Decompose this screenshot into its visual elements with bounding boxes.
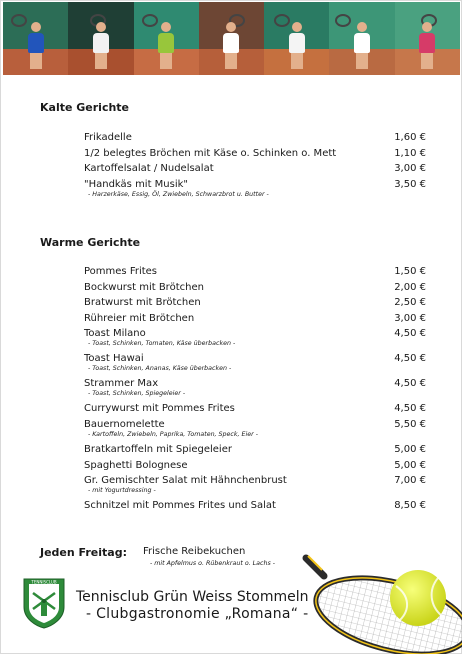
photo-banner bbox=[3, 2, 460, 75]
player-figure bbox=[222, 22, 240, 69]
racket-icon bbox=[142, 14, 158, 27]
menu-item-name: Bratwurst mit Brötchen bbox=[84, 297, 201, 309]
menu-item-price: 3,50 € bbox=[394, 178, 426, 190]
menu-item-price: 1,60 € bbox=[394, 132, 426, 143]
menu-item-name: Toast Hawai bbox=[84, 353, 144, 365]
menu-item-name: 1/2 belegtes Bröchen mit Käse o. Schinken o. Mett bbox=[84, 147, 337, 159]
player-figure bbox=[92, 22, 110, 69]
menu-item-name: Strammer Max bbox=[84, 378, 159, 390]
friday-description: - mit Apfelmus o. Rübenkraut o. Lachs - bbox=[150, 560, 276, 567]
menu-item-description: - Toast, Schinken, Spiegeleier - bbox=[88, 390, 186, 398]
racket-icon bbox=[11, 14, 27, 27]
menu-item-name: Bauernomelette bbox=[84, 419, 165, 430]
menu-item-name: "Handkäs mit Musik" bbox=[84, 178, 189, 190]
menu-item-price: 4,50 € bbox=[394, 403, 426, 415]
banner-photo bbox=[395, 2, 460, 75]
menu-item-name: Bratkartoffeln mit Spiegeleier bbox=[84, 444, 232, 455]
club-name: Tennisclub Grün Weiss Stommeln bbox=[76, 589, 309, 605]
menu-item-description: - Harzerkäse, Essig, Öl, Zwiebeln, Schwarzbrot u. Butter - bbox=[88, 190, 269, 198]
player-figure bbox=[418, 22, 436, 69]
player-figure bbox=[353, 22, 371, 69]
menu-item-price: 5,00 € bbox=[394, 459, 426, 471]
menu-item-price: 5,50 € bbox=[394, 419, 426, 430]
friday-item: Frische Reibekuchen bbox=[143, 546, 246, 557]
banner-photo bbox=[199, 2, 264, 75]
logo-text: TENNISCLUB bbox=[31, 579, 57, 585]
menu-item-price: 2,00 € bbox=[394, 281, 426, 293]
menu-item-price: 4,50 € bbox=[394, 353, 426, 365]
menu-item-description: - mit Yogurtdressing - bbox=[88, 487, 156, 495]
section-title-warme: Warme Gerichte bbox=[40, 236, 141, 249]
menu-item-price: 3,00 € bbox=[394, 312, 426, 324]
menu-item-description: - Toast, Schinken, Ananas, Käse überbacken - bbox=[88, 365, 232, 373]
menu-item-name: Gr. Gemischter Salat mit Hähnchenbrust bbox=[84, 475, 287, 487]
menu-item-price: 4,50 € bbox=[394, 378, 426, 390]
player-figure bbox=[157, 22, 175, 69]
club-subtitle: - Clubgastronomie „Romana“ - bbox=[86, 606, 309, 622]
banner-photo bbox=[3, 2, 68, 75]
menu-item-price: 2,50 € bbox=[394, 297, 426, 309]
menu-item-name: Toast Milano bbox=[84, 328, 146, 340]
menu-item-price: 8,50 € bbox=[394, 500, 426, 512]
section-title-kalte: Kalte Gerichte bbox=[40, 101, 130, 114]
player-figure bbox=[288, 22, 306, 69]
menu-item-price: 1,50 € bbox=[394, 266, 426, 277]
menu-item-name: Currywurst mit Pommes Frites bbox=[84, 403, 235, 415]
banner-photo bbox=[68, 2, 133, 75]
player-figure bbox=[27, 22, 45, 69]
menu-item-price: 1,10 € bbox=[394, 147, 426, 159]
menu-item-name: Pommes Frites bbox=[84, 266, 158, 277]
menu-item-price: 5,00 € bbox=[394, 444, 426, 455]
menu-item-name: Spaghetti Bolognese bbox=[84, 459, 188, 471]
menu-item-description: - Toast, Schinken, Tomaten, Käse überbacken - bbox=[88, 340, 236, 348]
menu-item-name: Kartoffelsalat / Nudelsalat bbox=[84, 163, 214, 175]
menu-item-price: 4,50 € bbox=[394, 328, 426, 340]
menu-item-price: 3,00 € bbox=[394, 163, 426, 175]
menu-item-name: Schnitzel mit Pommes Frites und Salat bbox=[84, 500, 276, 512]
banner-photo bbox=[264, 2, 329, 75]
banner-photo bbox=[134, 2, 199, 75]
tennis-ball-icon bbox=[390, 570, 446, 626]
banner-photo bbox=[329, 2, 394, 75]
menu-item-description: - Kartoffeln, Zwiebeln, Paprika, Tomaten, Speck, Eier - bbox=[88, 431, 259, 438]
club-logo bbox=[22, 577, 66, 629]
menu-item-name: Bockwurst mit Brötchen bbox=[84, 281, 204, 293]
menu-item-price: 7,00 € bbox=[394, 475, 426, 487]
friday-label: Jeden Freitag: bbox=[40, 546, 127, 559]
tennis-racket-and-ball-image bbox=[300, 548, 462, 654]
menu-item-name: Frikadelle bbox=[84, 132, 132, 143]
menu-item-name: Rühreier mit Brötchen bbox=[84, 312, 195, 324]
